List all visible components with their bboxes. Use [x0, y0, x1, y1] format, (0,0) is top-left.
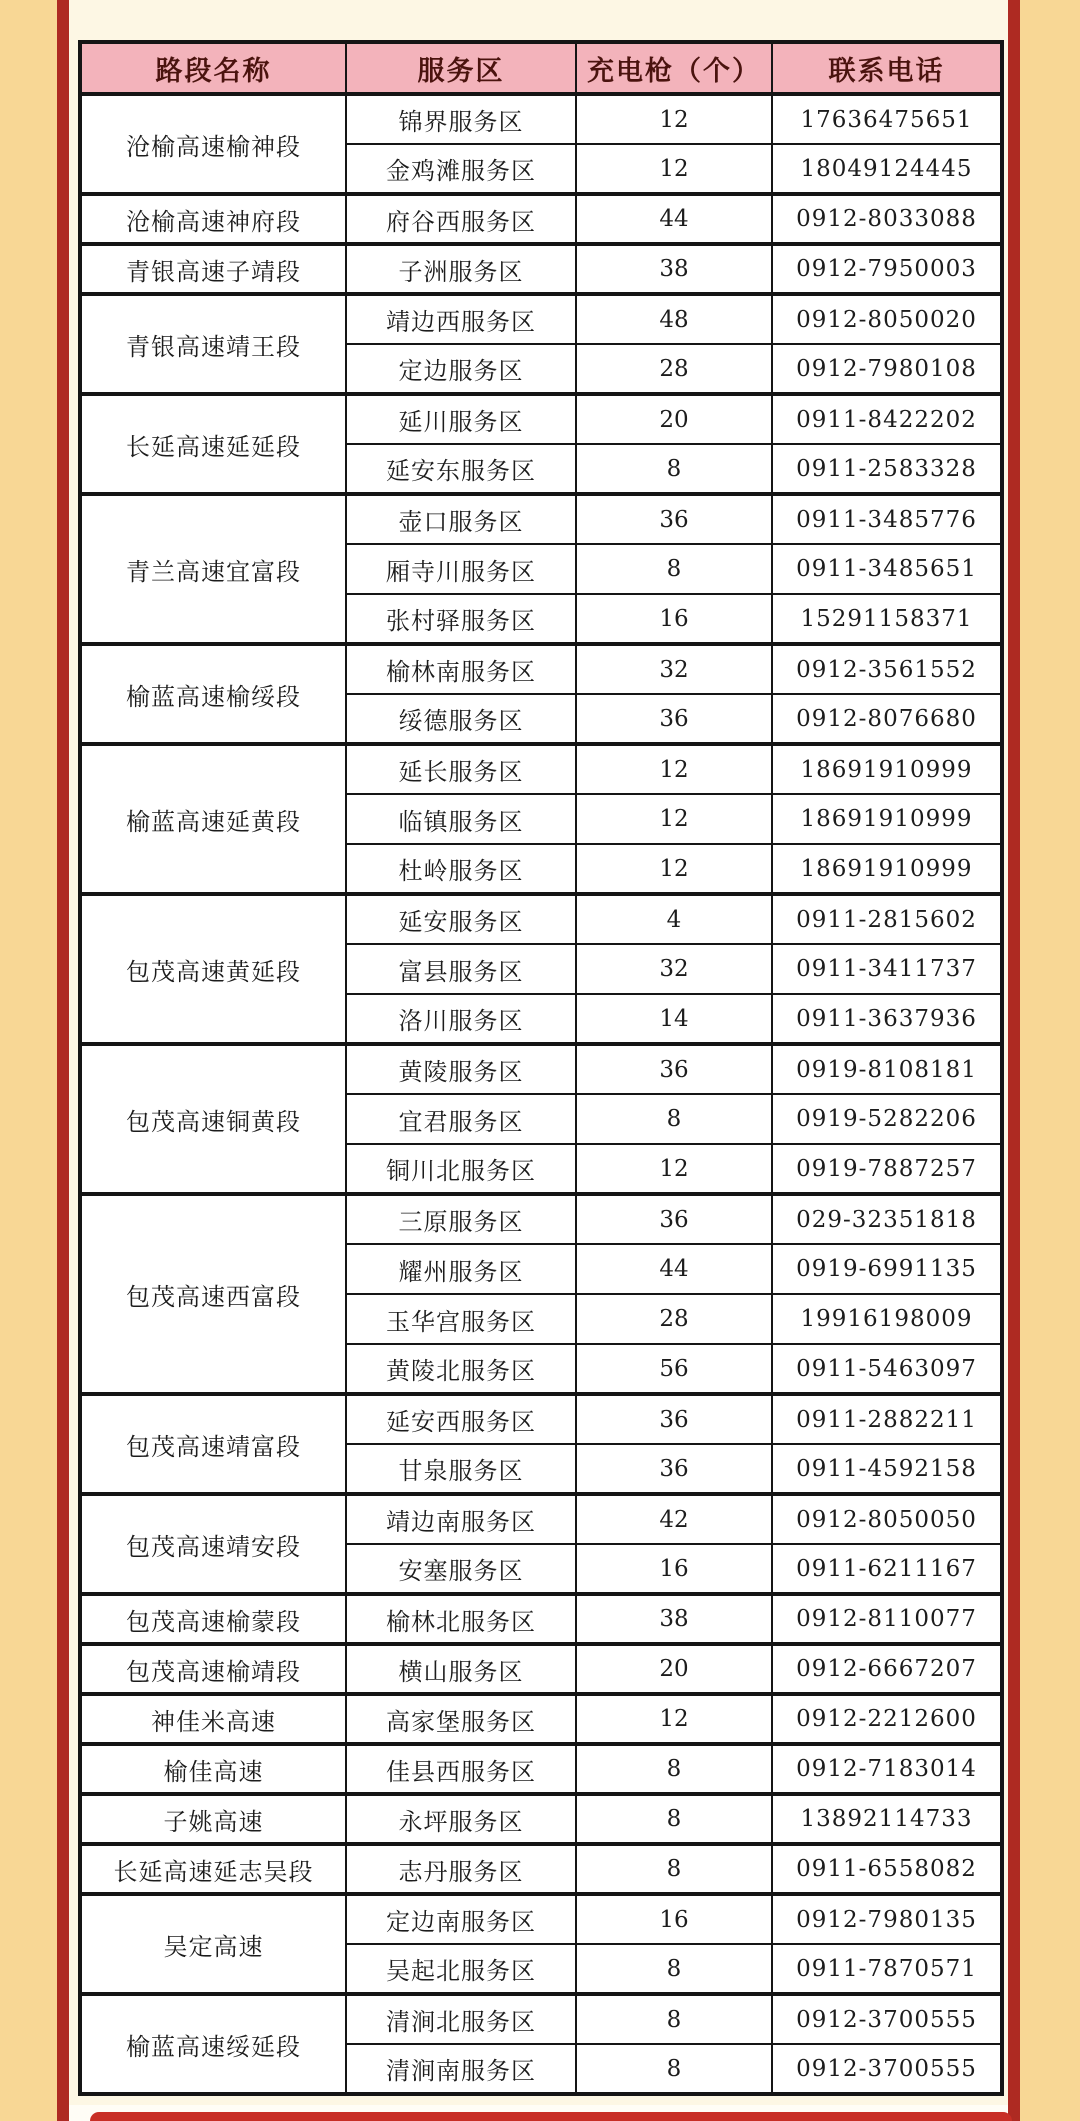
- contact-phone: 0919-5282206: [772, 1094, 1002, 1144]
- service-area-name: 榆林北服务区: [346, 1594, 576, 1644]
- table-row: [80, 1694, 1002, 1744]
- charger-count: 38: [576, 244, 772, 294]
- service-area-name: 靖边西服务区: [346, 294, 576, 344]
- contact-phone: 0919-8108181: [772, 1044, 1002, 1094]
- contact-phone: 0911-2815602: [772, 894, 1002, 944]
- service-area-name: 杜岭服务区: [346, 844, 576, 894]
- service-area-name: 延安西服务区: [346, 1394, 576, 1444]
- service-area-name: 永坪服务区: [346, 1794, 576, 1844]
- charger-count: 28: [576, 344, 772, 394]
- table-row: [80, 1894, 1002, 1944]
- table-row: [80, 744, 1002, 794]
- contact-phone: 0912-3561552: [772, 644, 1002, 694]
- service-area-name: 高家堡服务区: [346, 1694, 576, 1744]
- charger-count: 8: [576, 544, 772, 594]
- charger-count: 8: [576, 444, 772, 494]
- table-row: [80, 94, 1002, 144]
- road-section-name: 青兰高速宜富段: [80, 494, 346, 644]
- table-row: [80, 1644, 1002, 1694]
- service-area-name: 延川服务区: [346, 394, 576, 444]
- table-row: [80, 394, 1002, 444]
- road-section-name: 包茂高速西富段: [80, 1194, 346, 1394]
- service-area-name: 佳县西服务区: [346, 1744, 576, 1794]
- service-area-name: 黄陵北服务区: [346, 1344, 576, 1394]
- contact-phone: 18049124445: [772, 144, 1002, 194]
- table-header-row: [80, 42, 1002, 94]
- charger-count: 28: [576, 1294, 772, 1344]
- column-header-0: 路段名称: [80, 42, 346, 94]
- service-area-name: 靖边南服务区: [346, 1494, 576, 1544]
- service-area-name: 子洲服务区: [346, 244, 576, 294]
- table-row: [80, 1394, 1002, 1444]
- road-section-name: 包茂高速靖富段: [80, 1394, 346, 1494]
- contact-phone: 18691910999: [772, 844, 1002, 894]
- service-area-name: 玉华宫服务区: [346, 1294, 576, 1344]
- contact-phone: 0919-7887257: [772, 1144, 1002, 1194]
- service-area-name: 壶口服务区: [346, 494, 576, 544]
- service-area-name: 锦界服务区: [346, 94, 576, 144]
- charger-count: 12: [576, 144, 772, 194]
- contact-phone: 0911-2882211: [772, 1394, 1002, 1444]
- service-area-name: 横山服务区: [346, 1644, 576, 1694]
- charger-count: 32: [576, 944, 772, 994]
- service-area-name: 延安服务区: [346, 894, 576, 944]
- service-area-name: 清涧北服务区: [346, 1994, 576, 2044]
- charger-count: 20: [576, 394, 772, 444]
- contact-phone: 18691910999: [772, 794, 1002, 844]
- charger-count: 12: [576, 744, 772, 794]
- table-row: [80, 1844, 1002, 1894]
- contact-phone: 15291158371: [772, 594, 1002, 644]
- road-section-name: 长延高速延志吴段: [80, 1844, 346, 1894]
- service-area-name: 黄陵服务区: [346, 1044, 576, 1094]
- service-area-name: 榆林南服务区: [346, 644, 576, 694]
- road-section-name: 榆蓝高速延黄段: [80, 744, 346, 894]
- service-area-name: 铜川北服务区: [346, 1144, 576, 1194]
- contact-phone: 0912-8076680: [772, 694, 1002, 744]
- charger-count: 36: [576, 1394, 772, 1444]
- service-area-name: 甘泉服务区: [346, 1444, 576, 1494]
- contact-phone: 0911-4592158: [772, 1444, 1002, 1494]
- charger-count: 12: [576, 794, 772, 844]
- charger-count: 8: [576, 1794, 772, 1844]
- charger-count: 12: [576, 94, 772, 144]
- road-section-name: 青银高速子靖段: [80, 244, 346, 294]
- table-row: [80, 244, 1002, 294]
- contact-phone: 0912-7950003: [772, 244, 1002, 294]
- contact-phone: 0912-8033088: [772, 194, 1002, 244]
- contact-phone: 13892114733: [772, 1794, 1002, 1844]
- contact-phone: 0912-7183014: [772, 1744, 1002, 1794]
- road-section-name: 榆蓝高速绥延段: [80, 1994, 346, 2094]
- charger-count: 36: [576, 1044, 772, 1094]
- table-row: [80, 1744, 1002, 1794]
- service-area-name: 富县服务区: [346, 944, 576, 994]
- table-header: [80, 42, 1002, 94]
- table-body: [80, 94, 1002, 2094]
- service-area-name: 宜君服务区: [346, 1094, 576, 1144]
- service-area-name: 清涧南服务区: [346, 2044, 576, 2094]
- contact-phone: 0912-3700555: [772, 2044, 1002, 2094]
- charger-count: 4: [576, 894, 772, 944]
- road-section-name: 包茂高速黄延段: [80, 894, 346, 1044]
- table-row: [80, 1494, 1002, 1544]
- service-area-name: 志丹服务区: [346, 1844, 576, 1894]
- table-row: [80, 894, 1002, 944]
- road-section-name: 吴定高速: [80, 1894, 346, 1994]
- column-header-1: 服务区: [346, 42, 576, 94]
- charger-count: 12: [576, 1144, 772, 1194]
- table-row: [80, 294, 1002, 344]
- charger-count: 14: [576, 994, 772, 1044]
- table-row: [80, 1594, 1002, 1644]
- table-row: [80, 1794, 1002, 1844]
- road-section-name: 神佳米高速: [80, 1694, 346, 1744]
- service-area-name: 定边服务区: [346, 344, 576, 394]
- contact-phone: 0911-3485776: [772, 494, 1002, 544]
- service-area-name: 延长服务区: [346, 744, 576, 794]
- road-section-name: 沧榆高速榆神段: [80, 94, 346, 194]
- charger-count: 36: [576, 694, 772, 744]
- service-area-name: 安塞服务区: [346, 1544, 576, 1594]
- service-area-name: 临镇服务区: [346, 794, 576, 844]
- contact-phone: 18691910999: [772, 744, 1002, 794]
- contact-phone: 0912-7980135: [772, 1894, 1002, 1944]
- contact-phone: 0911-8422202: [772, 394, 1002, 444]
- road-section-name: 榆佳高速: [80, 1744, 346, 1794]
- charger-count: 44: [576, 194, 772, 244]
- footer-accent-bar: [90, 2112, 1012, 2121]
- charger-count: 8: [576, 1944, 772, 1994]
- road-section-name: 包茂高速铜黄段: [80, 1044, 346, 1194]
- charger-count: 8: [576, 1094, 772, 1144]
- table-row: [80, 494, 1002, 544]
- contact-phone: 0911-5463097: [772, 1344, 1002, 1394]
- service-area-name: 耀州服务区: [346, 1244, 576, 1294]
- charger-count: 8: [576, 1844, 772, 1894]
- charger-count: 36: [576, 1444, 772, 1494]
- contact-phone: 0911-6211167: [772, 1544, 1002, 1594]
- table-row: [80, 644, 1002, 694]
- road-section-name: 榆蓝高速榆绥段: [80, 644, 346, 744]
- road-section-name: 包茂高速靖安段: [80, 1494, 346, 1594]
- contact-phone: 19916198009: [772, 1294, 1002, 1344]
- service-area-name: 张村驿服务区: [346, 594, 576, 644]
- charging-stations-table: [78, 40, 1004, 2096]
- charger-count: 12: [576, 844, 772, 894]
- charger-count: 38: [576, 1594, 772, 1644]
- contact-phone: 0912-3700555: [772, 1994, 1002, 2044]
- service-area-name: 三原服务区: [346, 1194, 576, 1244]
- road-section-name: 包茂高速榆蒙段: [80, 1594, 346, 1644]
- contact-phone: 17636475651: [772, 94, 1002, 144]
- service-area-name: 府谷西服务区: [346, 194, 576, 244]
- charger-count: 16: [576, 594, 772, 644]
- contact-phone: 0912-8050020: [772, 294, 1002, 344]
- charger-count: 42: [576, 1494, 772, 1544]
- contact-phone: 0912-2212600: [772, 1694, 1002, 1744]
- charger-count: 32: [576, 644, 772, 694]
- contact-phone: 0912-7980108: [772, 344, 1002, 394]
- contact-phone: 0919-6991135: [772, 1244, 1002, 1294]
- road-section-name: 青银高速靖王段: [80, 294, 346, 394]
- charger-count: 20: [576, 1644, 772, 1694]
- charger-count: 16: [576, 1894, 772, 1944]
- road-section-name: 子姚高速: [80, 1794, 346, 1844]
- service-area-name: 洛川服务区: [346, 994, 576, 1044]
- charger-count: 16: [576, 1544, 772, 1594]
- charger-count: 36: [576, 1194, 772, 1244]
- contact-phone: 0912-8050050: [772, 1494, 1002, 1544]
- table-row: [80, 1194, 1002, 1244]
- service-area-name: 吴起北服务区: [346, 1944, 576, 1994]
- road-section-name: 包茂高速榆靖段: [80, 1644, 346, 1694]
- contact-phone: 0911-3637936: [772, 994, 1002, 1044]
- table-row: [80, 1044, 1002, 1094]
- service-area-name: 厢寺川服务区: [346, 544, 576, 594]
- charger-count: 8: [576, 2044, 772, 2094]
- contact-phone: 0911-2583328: [772, 444, 1002, 494]
- road-section-name: 沧榆高速神府段: [80, 194, 346, 244]
- charger-count: 8: [576, 1744, 772, 1794]
- contact-phone: 0911-6558082: [772, 1844, 1002, 1894]
- contact-phone: 0911-7870571: [772, 1944, 1002, 1994]
- charger-count: 56: [576, 1344, 772, 1394]
- contact-phone: 0912-8110077: [772, 1594, 1002, 1644]
- charger-count: 48: [576, 294, 772, 344]
- service-area-name: 定边南服务区: [346, 1894, 576, 1944]
- contact-phone: 029-32351818: [772, 1194, 1002, 1244]
- table-row: [80, 1994, 1002, 2044]
- service-area-name: 金鸡滩服务区: [346, 144, 576, 194]
- table-row: [80, 194, 1002, 244]
- column-header-2: 充电枪（个）: [576, 42, 772, 94]
- contact-phone: 0912-6667207: [772, 1644, 1002, 1694]
- contact-phone: 0911-3485651: [772, 544, 1002, 594]
- contact-phone: 0911-3411737: [772, 944, 1002, 994]
- charger-count: 8: [576, 1994, 772, 2044]
- column-header-3: 联系电话: [772, 42, 1002, 94]
- road-section-name: 长延高速延延段: [80, 394, 346, 494]
- service-area-name: 延安东服务区: [346, 444, 576, 494]
- charger-count: 44: [576, 1244, 772, 1294]
- charger-count: 12: [576, 1694, 772, 1744]
- charger-count: 36: [576, 494, 772, 544]
- service-area-name: 绥德服务区: [346, 694, 576, 744]
